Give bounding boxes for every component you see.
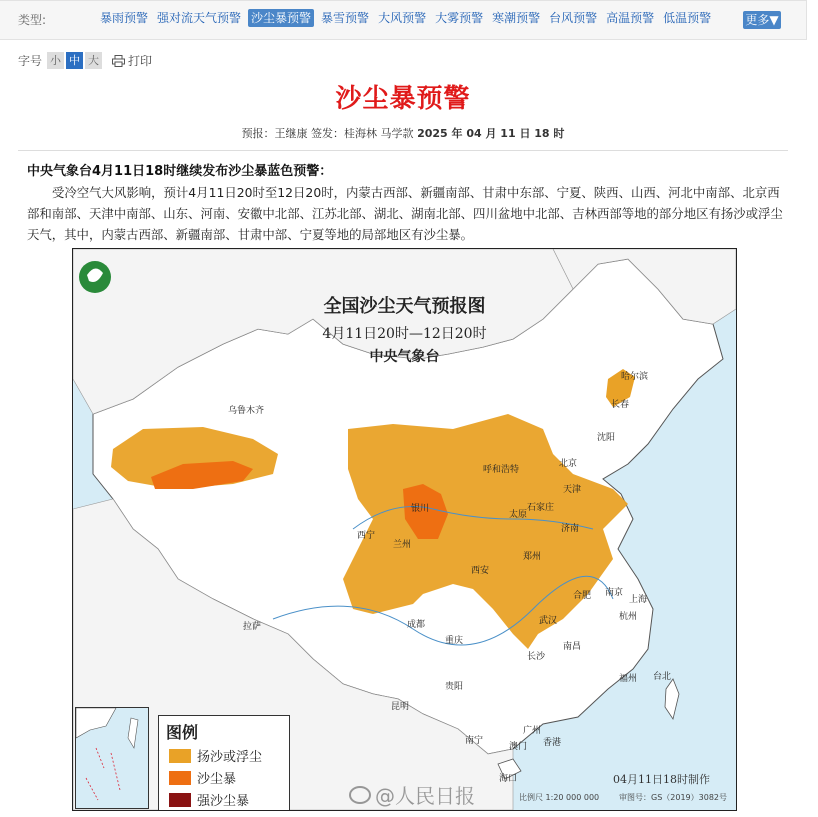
font-size-small-button[interactable]: 小: [47, 52, 64, 69]
page-title: 沙尘暴预警: [335, 84, 471, 114]
legend-item: [169, 790, 249, 809]
city-label: 拉萨: [243, 622, 262, 632]
scale-label: 比例尺 1:20 000 000: [519, 793, 600, 802]
weibo-icon: [349, 786, 371, 804]
city-label: 贵阳: [445, 682, 464, 692]
city-label: 西安: [471, 566, 490, 576]
city-label: 重庆: [445, 636, 464, 646]
tab-severe-convection[interactable]: 强对流天气预警: [157, 11, 242, 25]
city-label: 济南: [561, 524, 580, 534]
map-subtitle: 4月11日20时—12日20时: [322, 326, 487, 342]
legend-item: [169, 746, 262, 765]
city-label: 武汉: [539, 616, 558, 626]
legend-swatch: [169, 771, 191, 785]
font-size-row: [18, 52, 152, 69]
print-label: 打印: [128, 54, 153, 68]
byline: [0, 125, 806, 141]
dust-forecast-map: [72, 248, 737, 811]
printer-icon: [112, 55, 125, 67]
map-title: 全国沙尘天气预报图: [323, 296, 486, 317]
legend-label: 强沙尘暴: [197, 794, 250, 809]
tab-rainstorm[interactable]: 暴雨预警: [100, 11, 149, 25]
city-label: 兰州: [393, 540, 412, 550]
tab-cold-wave[interactable]: 寒潮预警: [492, 11, 541, 25]
warning-type-tabs: [98, 9, 713, 27]
city-label: 石家庄: [527, 503, 555, 513]
city-label: 天津: [563, 485, 582, 495]
city-label: 台北: [653, 672, 672, 682]
south-china-sea-inset: [75, 707, 149, 809]
city-label: 西宁: [357, 531, 376, 541]
inset-map-graphic: [76, 708, 148, 808]
city-label: 香港: [543, 738, 562, 748]
city-label: 南宁: [465, 736, 484, 746]
city-label: 广州: [523, 726, 542, 736]
legend-title: 图例: [166, 723, 199, 742]
font-size-medium-button[interactable]: 中: [66, 52, 83, 69]
font-size-label: 字号: [18, 54, 43, 68]
city-label: 南昌: [563, 642, 582, 652]
city-label: 长春: [611, 400, 630, 410]
tab-low-temperature[interactable]: 低温预警: [663, 11, 712, 25]
warning-heading: 中央气象台4月11日18时继续发布沙尘暴蓝色预警：: [27, 164, 333, 179]
city-label: 银川: [411, 504, 430, 514]
legend-swatch: [169, 749, 191, 763]
tab-fog[interactable]: 大雾预警: [435, 11, 484, 25]
watermark: [349, 780, 475, 809]
legend-swatch: [169, 793, 191, 807]
divider: [18, 150, 788, 151]
legend-label: 扬沙或浮尘: [197, 750, 263, 765]
city-label: 郑州: [523, 552, 542, 562]
more-button[interactable]: 更多▼: [743, 11, 781, 29]
city-label: 昆明: [391, 702, 410, 712]
legend-item: [169, 768, 236, 787]
legend-label: 沙尘暴: [197, 772, 237, 787]
city-label: 北京: [559, 459, 578, 469]
city-label: 呼和浩特: [483, 465, 520, 475]
city-label: 海口: [499, 774, 518, 784]
map-legend: [158, 715, 290, 811]
city-label: 长沙: [527, 652, 546, 662]
tab-sandstorm[interactable]: 沙尘暴预警: [248, 9, 314, 27]
city-label: 福州: [619, 674, 638, 684]
city-label: 沈阳: [597, 433, 616, 443]
city-label: 哈尔滨: [621, 372, 649, 382]
tab-blizzard[interactable]: 暴雪预警: [321, 11, 370, 25]
type-label: 类型:: [18, 13, 47, 27]
byline-authors: 预报：王继康 签发：桂海林 马学款: [241, 127, 418, 140]
byline-date: 2025 年 04 月 11 日 18 时: [417, 127, 565, 140]
warning-type-bar: [0, 0, 807, 40]
cma-logo: [79, 261, 111, 293]
city-label: 澳门: [509, 742, 528, 752]
watermark-text: @人民日报: [375, 784, 475, 808]
tab-typhoon[interactable]: 台风预警: [549, 11, 598, 25]
city-label: 乌鲁木齐: [228, 406, 265, 416]
tab-gale[interactable]: 大风预警: [378, 11, 427, 25]
map-org: 中央气象台: [369, 349, 440, 365]
warning-body: 受冷空气大风影响，预计4月11日20时至12日20时，内蒙古西部、新疆南部、甘肃中东部、宁夏、陕西、山西、河北中南部、北京西部和南部、天津中南部、山东、河南、安徽中北部、江苏北部、湖北、湖南北部、四川盆地中北部、吉林西部等地的部分地区有扬沙或浮尘天气，其中，内蒙古西部、新疆南部、甘肃中部、宁夏等地的局部地区有沙尘暴。: [27, 185, 783, 242]
print-button[interactable]: [112, 52, 152, 69]
city-label: 成都: [407, 620, 426, 630]
city-label: 合肥: [573, 591, 592, 601]
tab-heat[interactable]: 高温预警: [606, 11, 655, 25]
made-time: 04月11日18时制作: [613, 773, 710, 786]
city-label: 南京: [605, 588, 624, 598]
city-label: 杭州: [619, 612, 638, 622]
approval-label: 审图号：GS（2019）3082号: [619, 793, 727, 802]
city-label: 太原: [509, 510, 528, 520]
city-label: 上海: [629, 595, 648, 605]
font-size-large-button[interactable]: 大: [85, 52, 102, 69]
